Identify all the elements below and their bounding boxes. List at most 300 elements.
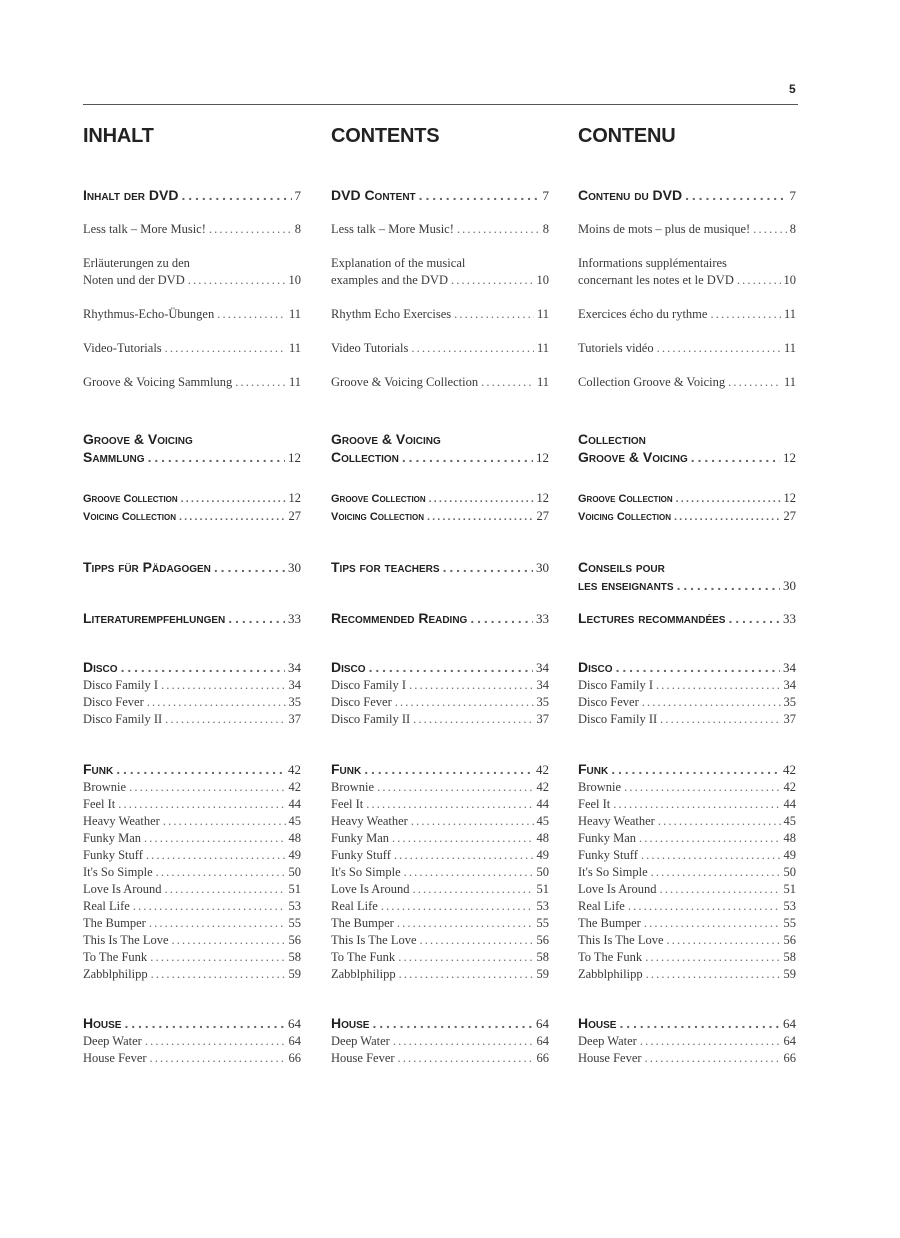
song-entry[interactable] [331,779,549,796]
song-entry[interactable] [578,813,796,830]
header-rule [83,104,798,105]
sub-collections [578,490,796,526]
toc-entry-line1: Informations supplémentaires [578,256,727,270]
song-entry-label: Disco Family II [83,712,163,726]
toc-entry-row-label: Inhalt der DVD [83,187,179,203]
dot-leader [209,221,292,238]
song-entry[interactable] [331,881,549,898]
song-entry-page: 64 [288,1034,301,1048]
song-entry-page: 51 [536,882,549,896]
dot-leader [377,779,533,796]
dot-leader [393,1033,534,1050]
tips-row-page: 30 [288,560,301,575]
dot-leader [613,796,780,813]
groove-collection[interactable] [83,490,301,508]
dot-leader [118,796,285,813]
collection-row[interactable] [331,448,549,467]
genre-heading-page: 42 [288,762,301,777]
song-entry-label: Disco Family I [83,678,158,692]
dot-leader [146,847,286,864]
dot-leader [481,374,534,391]
dot-leader [150,949,285,966]
dot-leader [144,830,286,847]
song-entry[interactable] [83,847,301,864]
toc-entry-row-label: Video-Tutorials [83,341,162,355]
song-entry-label: House Fever [331,1051,395,1065]
genre-heading-page: 34 [783,660,796,675]
genre-heading[interactable] [331,658,549,677]
song-entry[interactable] [331,1033,549,1050]
toc-entry [578,221,796,238]
song-entry[interactable] [83,677,301,694]
song-entry-page: 35 [288,695,301,709]
voicing-collection[interactable] [83,508,301,526]
toc-entry [331,255,549,289]
dot-leader [454,306,534,323]
song-entry[interactable] [83,932,301,949]
toc-entry-row-page: 11 [783,375,796,389]
dot-leader [398,1050,534,1067]
dot-leader [402,448,533,466]
dot-leader [616,658,780,676]
toc-entry-row-label: Noten und der DVD [83,273,185,287]
toc-entry-row[interactable] [578,221,796,238]
genre-heading[interactable] [331,760,549,779]
toc-entry-row[interactable] [83,272,301,289]
dot-leader [646,966,781,983]
song-entry-page: 49 [288,848,301,862]
song-entry-page: 44 [536,797,549,811]
song-entry[interactable] [331,830,549,847]
dot-leader [443,558,533,576]
song-entry-label: Real Life [83,899,130,913]
toc-entry-row[interactable] [83,186,301,205]
song-entry-page: 53 [783,899,796,913]
song-entry[interactable] [578,915,796,932]
song-entry-label: The Bumper [578,916,641,930]
song-entry[interactable] [83,966,301,983]
collection-line1: Collection [578,431,646,447]
dot-leader [163,813,286,830]
collection-row[interactable] [578,448,796,467]
song-entry-label: Deep Water [83,1034,142,1048]
dot-leader [658,813,781,830]
song-entry-page: 49 [536,848,549,862]
song-entry-page: 58 [536,950,549,964]
toc-entry-row[interactable] [331,306,549,323]
song-entry[interactable] [578,1033,796,1050]
collection-heading [578,430,796,467]
toc-entry [331,221,549,238]
dot-leader [404,864,534,881]
genre-heading[interactable] [83,760,301,779]
toc-entry [578,340,796,357]
song-entry-label: Funky Stuff [83,848,143,862]
toc-entry-line1: Erläuterungen zu den [83,256,190,270]
genre-block [331,1014,549,1067]
toc-entry-row-page: 11 [288,341,301,355]
voicing-collection-page: 27 [783,509,796,523]
toc-entry-row-page: 11 [288,307,301,321]
dot-leader [364,760,533,778]
genre-block [83,760,301,983]
dot-leader [728,609,780,627]
toc-entry-row[interactable] [331,186,549,205]
genre-heading-label: Disco [331,659,366,675]
song-entry-label: Disco Fever [83,695,144,709]
song-entry[interactable] [331,1050,549,1067]
dot-leader [397,915,534,932]
genre-heading[interactable] [578,658,796,677]
song-entry[interactable] [331,949,549,966]
dot-leader [372,1014,533,1032]
page-number: 5 [789,82,796,96]
dot-leader [420,932,534,949]
collection-row[interactable] [83,448,301,467]
reading-heading [578,609,796,628]
tips-line1: Conseils pour [578,559,665,575]
dot-leader [121,658,285,676]
song-entry-label: Heavy Weather [331,814,408,828]
song-entry-label: Deep Water [578,1034,637,1048]
song-entry-label: Zabblphilipp [578,967,643,981]
song-entry[interactable] [578,932,796,949]
song-entry-label: To The Funk [331,950,396,964]
collection-line1: Groove & Voicing [83,431,193,447]
dot-leader [164,881,285,898]
toc-entry [578,306,796,323]
dot-leader [409,677,534,694]
song-entry-label: Funky Man [83,831,141,845]
song-entry[interactable] [83,898,301,915]
song-entry[interactable] [331,864,549,881]
song-entry[interactable] [331,847,549,864]
toc-entry-row[interactable] [331,272,549,289]
song-entry[interactable] [331,932,549,949]
reading-row[interactable] [331,609,549,628]
genre-heading[interactable] [83,1014,301,1033]
genre-heading-label: House [83,1015,122,1031]
dot-leader [470,609,533,627]
tips-heading [331,558,549,577]
toc-entry-row[interactable] [83,374,301,391]
dot-leader [685,186,786,204]
column-fr [578,124,796,1065]
song-entry-label: Funky Stuff [331,848,391,862]
song-entry[interactable] [578,711,796,728]
song-entry-label: The Bumper [83,916,146,930]
toc-entry [83,306,301,323]
groove-collection-page: 12 [536,491,549,505]
toc-entry-row[interactable] [578,374,796,391]
song-entry[interactable] [578,779,796,796]
genre-heading[interactable] [578,760,796,779]
song-entry[interactable] [578,864,796,881]
tips-row[interactable] [578,576,796,595]
tips-heading [83,558,301,577]
genre-heading-page: 64 [536,1016,549,1031]
song-entry-page: 37 [783,712,796,726]
song-entry-label: Feel It [331,797,364,811]
toc-entry-row-label: DVD Content [331,187,416,203]
song-entry-page: 64 [536,1034,549,1048]
song-entry[interactable] [578,677,796,694]
dot-leader [677,576,780,594]
genre-block [83,1014,301,1067]
song-entry[interactable] [83,711,301,728]
song-entry-label: Disco Family I [331,678,406,692]
collection-row-page: 12 [536,450,549,465]
toc-entry-row[interactable] [83,340,301,357]
dot-leader [419,186,540,204]
song-entry[interactable] [331,677,549,694]
toc-entry-row[interactable] [83,221,301,238]
genre-heading-page: 34 [536,660,549,675]
song-entry[interactable] [578,847,796,864]
dot-leader [228,609,285,627]
groove-collection[interactable] [578,490,796,508]
genre-heading[interactable] [83,658,301,677]
dot-leader [392,830,534,847]
song-entry[interactable] [331,694,549,711]
dot-leader [644,915,781,932]
song-entry[interactable] [331,813,549,830]
toc-entry [578,186,796,205]
reading-row-page: 33 [783,611,796,626]
tips-row[interactable] [331,558,549,577]
toc-entry-row-label: Collection Groove & Voicing [578,375,726,389]
toc-entry-row[interactable] [331,340,549,357]
dot-leader [691,448,780,466]
song-entry-label: This Is The Love [578,933,664,947]
voicing-collection-page: 27 [536,509,549,523]
toc-entry [83,255,301,289]
song-entry[interactable] [578,694,796,711]
song-entry-label: This Is The Love [331,933,417,947]
groove-collection[interactable] [331,490,549,508]
reading-row[interactable] [83,609,301,628]
song-entry-page: 51 [288,882,301,896]
dot-leader [398,949,533,966]
reading-row-label: Recommended Reading [331,610,468,626]
song-entry-label: Disco Family II [578,712,658,726]
dot-leader [165,340,286,357]
song-entry[interactable] [83,864,301,881]
dot-leader [753,221,787,238]
toc-entry-row-page: 10 [536,273,549,287]
voicing-collection[interactable] [578,508,796,526]
song-entry[interactable] [83,694,301,711]
song-entry-label: Heavy Weather [578,814,655,828]
toc-entry-row-label: concernant les notes et le DVD [578,273,734,287]
dot-leader [149,915,286,932]
song-entry-label: To The Funk [83,950,148,964]
dot-leader [129,779,285,796]
song-entry-page: 45 [536,814,549,828]
song-entry-page: 45 [783,814,796,828]
song-entry[interactable] [331,898,549,915]
song-entry[interactable] [83,813,301,830]
toc-entry-row[interactable] [578,340,796,357]
song-entry-page: 35 [783,695,796,709]
toc-entry [83,374,301,391]
song-entry[interactable] [578,949,796,966]
toc-entry-row-label: Less talk – More Music! [331,222,454,236]
tips-row[interactable] [83,558,301,577]
song-entry-page: 50 [288,865,301,879]
song-entry-label: House Fever [578,1051,642,1065]
genre-heading[interactable] [578,1014,796,1033]
column-title: INHALT [83,125,154,147]
dot-leader [619,1014,780,1032]
song-entry[interactable] [578,796,796,813]
dot-leader [145,1033,286,1050]
toc-entry-row[interactable] [331,221,549,238]
song-entry[interactable] [83,949,301,966]
song-entry-page: 50 [536,865,549,879]
song-entry-label: Love Is Around [578,882,657,896]
genre-heading-label: Disco [578,659,613,675]
song-entry[interactable] [331,711,549,728]
song-entry[interactable] [578,966,796,983]
collection-row-page: 12 [288,450,301,465]
song-entry-page: 53 [536,899,549,913]
genre-heading-page: 42 [536,762,549,777]
genre-heading-page: 42 [783,762,796,777]
toc-entry [331,186,549,205]
toc-entry [331,340,549,357]
song-entry[interactable] [331,796,549,813]
groove-collection-label: Groove Collection [578,493,673,505]
song-entry[interactable] [83,881,301,898]
dot-leader [133,898,286,915]
song-entry-label: Disco Family II [331,712,411,726]
song-entry-label: Zabblphilipp [83,967,148,981]
dot-leader [659,881,780,898]
dot-leader [642,694,781,711]
toc-entry-row-page: 11 [536,375,549,389]
song-entry-label: Disco Fever [331,695,392,709]
toc-entry [83,221,301,238]
dot-leader [148,448,285,466]
genre-block [331,658,549,728]
reading-row-label: Literaturempfehlungen [83,610,226,626]
song-entry[interactable] [578,1050,796,1067]
dot-leader [124,1014,285,1032]
song-entry-label: It's So Simple [83,865,153,879]
song-entry[interactable] [83,830,301,847]
dot-leader [147,694,286,711]
dot-leader [737,272,781,289]
song-entry[interactable] [83,796,301,813]
reading-row-page: 33 [536,611,549,626]
toc-entry-row[interactable] [578,272,796,289]
song-entry[interactable] [83,915,301,932]
toc-entry-row[interactable] [331,374,549,391]
song-entry[interactable] [331,915,549,932]
dot-leader [188,272,286,289]
voicing-collection-page: 27 [288,509,301,523]
song-entry[interactable] [578,898,796,915]
song-entry[interactable] [578,830,796,847]
voicing-collection[interactable] [331,508,549,526]
column-de [83,124,301,1065]
song-entry-label: Disco Family I [578,678,653,692]
song-entry[interactable] [578,881,796,898]
song-entry-page: 42 [288,780,301,794]
toc-entry-row[interactable] [83,306,301,323]
toc-entry [578,255,796,289]
collection-heading [331,430,549,467]
groove-collection-page: 12 [783,491,796,505]
toc-entry-row[interactable] [578,186,796,205]
genre-heading[interactable] [331,1014,549,1033]
toc-entry-row-label: Contenu du DVD [578,187,683,203]
genre-heading-label: House [578,1015,617,1031]
dot-leader [728,374,781,391]
dot-leader [624,779,780,796]
tips-row-page: 30 [536,560,549,575]
dot-leader [651,864,781,881]
dot-leader [172,932,286,949]
song-entry[interactable] [83,779,301,796]
song-entry[interactable] [83,1050,301,1067]
toc-entry-row[interactable] [578,306,796,323]
dot-leader [161,677,286,694]
collection-heading [83,430,301,467]
tips-row-label: Tips for teachers [331,559,440,575]
song-entry-page: 44 [783,797,796,811]
column-title: CONTENTS [331,125,440,147]
toc-entry [83,340,301,357]
genre-heading-page: 64 [288,1016,301,1031]
dot-leader [641,847,781,864]
song-entry-page: 66 [288,1051,301,1065]
tips-row-label: Tipps für Pädagogen [83,559,211,575]
dot-leader [214,558,285,576]
song-entry-page: 53 [288,899,301,913]
dot-leader [710,306,780,323]
groove-collection-label: Groove Collection [83,493,178,505]
song-entry[interactable] [331,966,549,983]
dot-leader [628,898,781,915]
dot-leader [217,306,286,323]
groove-collection-label: Groove Collection [331,493,426,505]
dot-leader [394,847,534,864]
song-entry[interactable] [83,1033,301,1050]
toc-entry [83,186,301,205]
song-entry-page: 66 [536,1051,549,1065]
toc-entry-row-label: Exercices écho du rythme [578,307,708,321]
dot-leader [640,1033,781,1050]
toc-entry-row-page: 11 [783,341,796,355]
genre-heading-page: 64 [783,1016,796,1031]
reading-row[interactable] [578,609,796,628]
dot-leader [676,491,781,508]
song-entry-label: Heavy Weather [83,814,160,828]
toc-entry-line1: Explanation of the musical [331,256,466,270]
dot-leader [181,491,286,508]
dot-leader [165,711,285,728]
toc-entry-row-page: 7 [294,188,301,203]
dot-leader [116,760,285,778]
song-entry-page: 64 [783,1034,796,1048]
song-entry-page: 42 [783,780,796,794]
toc-entry-row-label: examples and the DVD [331,273,448,287]
song-entry-page: 59 [288,967,301,981]
song-entry-page: 56 [288,933,301,947]
toc-entry-row-page: 11 [288,375,301,389]
